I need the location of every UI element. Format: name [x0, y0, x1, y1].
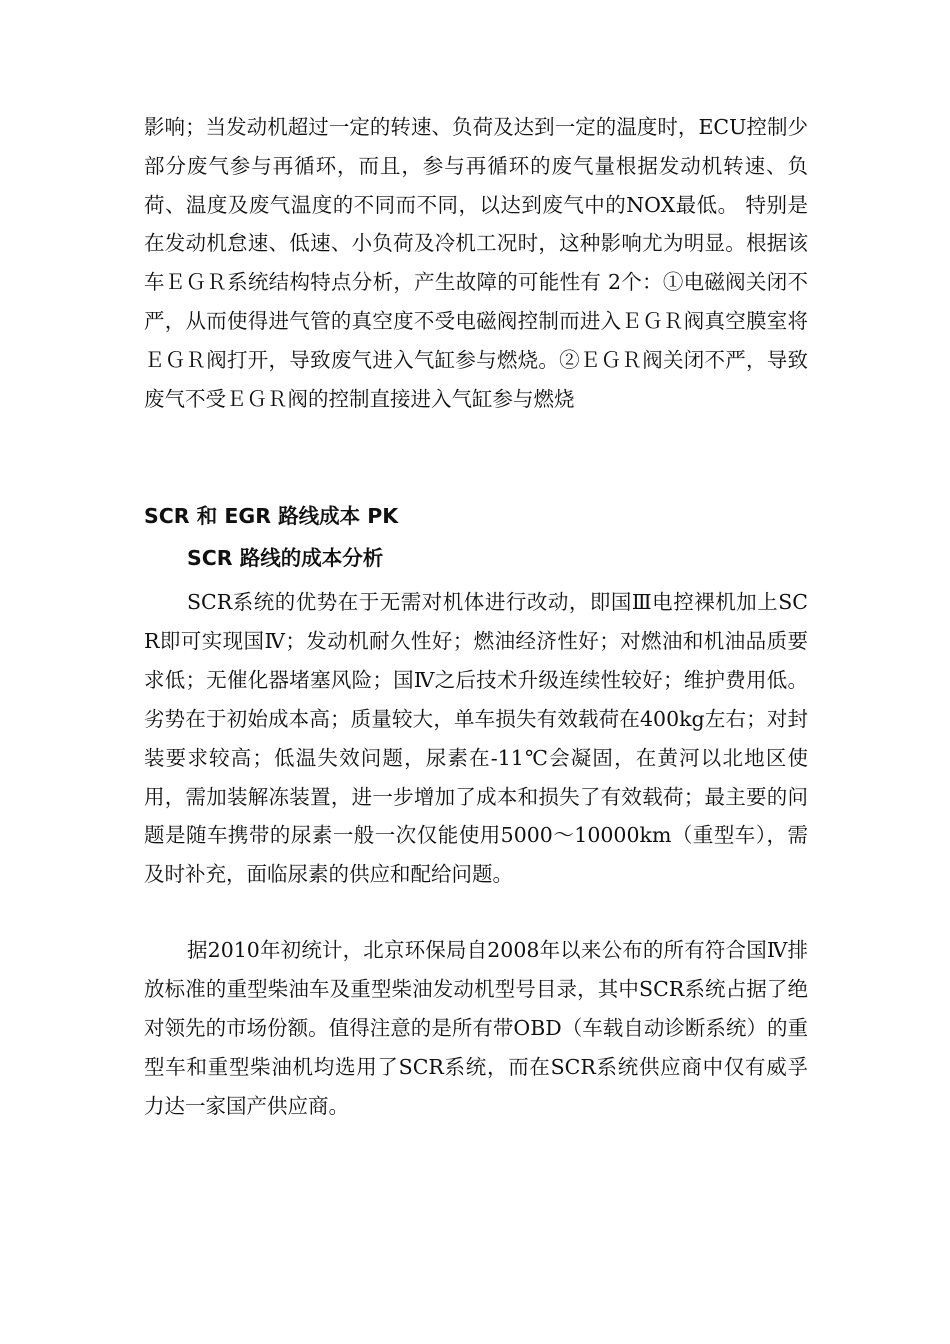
- paragraph-scr-advantages: SCR系统的优势在于无需对机体进行改动，即国Ⅲ电控裸机加上SCR即可实现国Ⅳ；发动机耐久性好；燃油经济性好；对燃油和机油品质要求低；无催化器堵塞风险；国Ⅳ之后技术升级连续性较好；维护费用低。劣势在于初始成本高；质量较大，单车损失有效载荷在400kg左右；对封装要求较高；低温失效问题，尿素在-11℃会凝固，在黄河以北地区使用，需加装解冻装置，进一步增加了成本和损失了有效载荷；最主要的问题是随车携带的尿素一般一次仅能使用5000～10000km（重型车），需及时补充，面临尿素的供应和配给问题。: [144, 590, 808, 887]
- subsection-heading-text: 路线的成本分析: [232, 546, 384, 570]
- paragraph-market-statistics: 据2010年初统计，北京环保局自2008年以来公布的所有符合国Ⅳ排放标准的重型柴油车及重型柴油发动机型号目录，其中SCR系统占据了绝对领先的市场份额。值得注意的是所有带OBD（车载自动诊断系统）的重型车和重型柴油机均选用了SCR系统，而在SCR系统供应商中仅有威孚力达一家国产供应商。: [144, 938, 808, 1118]
- section-heading-cost-pk: SCR 和 EGR 路线成本 PK: [144, 504, 399, 528]
- subsection-heading-scr-cost: [187, 539, 383, 577]
- subsection-heading-latin: SCR: [187, 546, 233, 570]
- paragraph-egr-fault-analysis: 影响；当发动机超过一定的转速、负荷及达到一定的温度时，ECU控制少部分废气参与再循环，而且，参与再循环的废气量根据发动机转速、负荷、温度及废气温度的不同而不同，以达到废气中的NOX最低。 特别是在发动机怠速、低速、小负荷及冷机工况时，这种影响尤为明显。根据该车ＥＧＲ系统结构特点分析，产生故障的可能性有 2个：①电磁阀关闭不严，从而使得进气管的真空度不受电磁阀控制而进入ＥＧＲ阀真空膜室将ＥＧＲ阀打开，导致废气进入气缸参与燃烧。②ＥＧＲ阀关闭不严，导致废气不受ＥＧＲ阀的控制直接进入气缸参与燃烧: [144, 115, 808, 411]
